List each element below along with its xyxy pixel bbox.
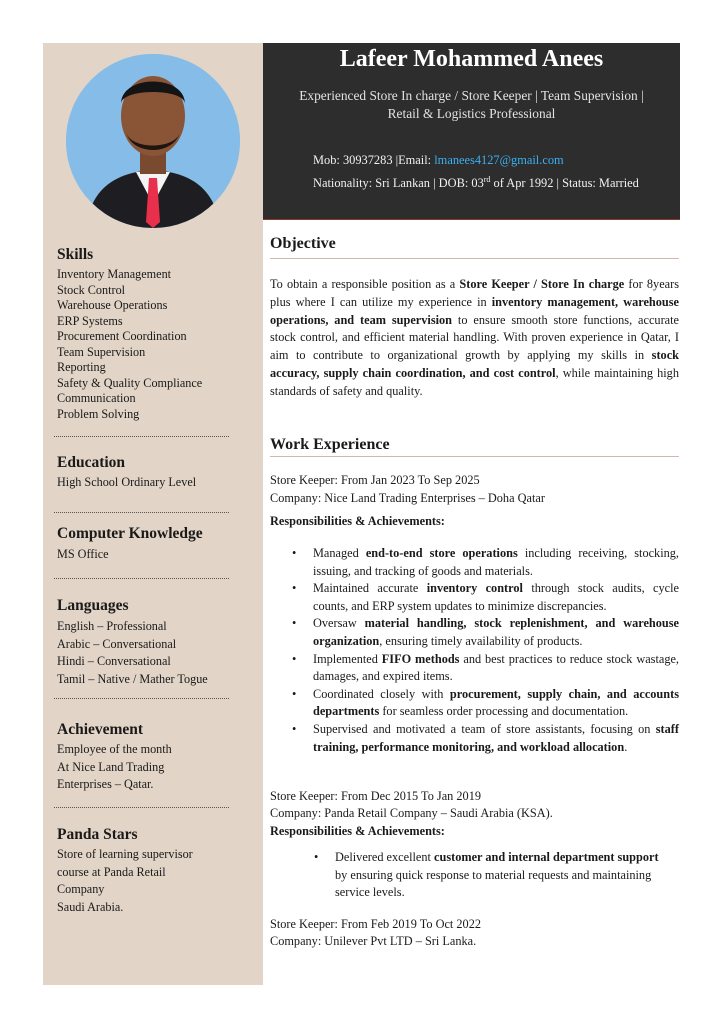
- job-company: Company: Panda Retail Company – Saudi Arabia (KSA).: [270, 806, 553, 820]
- list-item: Safety & Quality Compliance: [57, 375, 203, 390]
- list-item: Arabic – Conversational: [57, 636, 177, 651]
- list-item: Inventory Management: [57, 267, 172, 281]
- job2-bullet-list: [314, 849, 660, 902]
- bullet-icon: •: [292, 721, 297, 736]
- list-item: Problem Solving: [57, 406, 140, 421]
- list-item: • Maintained accurate inventory control through stock audits, cycle counts, and ERP system updates to minimize discrepancies.: [292, 581, 679, 613]
- header-banner: [263, 43, 680, 220]
- list-item: Procurement Coordination: [57, 329, 187, 343]
- section-divider: [54, 698, 229, 699]
- profile-photo: [66, 54, 240, 228]
- job-company: Company: Unilever Pvt LTD – Sri Lanka.: [270, 934, 477, 948]
- computer-knowledge-heading: Computer Knowledge: [57, 525, 203, 542]
- skills-heading: Skills: [57, 246, 94, 263]
- list-item: Company: [57, 882, 105, 896]
- email-link[interactable]: lmanees4127@gmail.com: [434, 153, 564, 167]
- list-item: • Implemented FIFO methods and best practices to reduce stock wastage, damages, and expired items.: [292, 651, 679, 684]
- heading-underline: [270, 456, 679, 457]
- job-title: Store Keeper: From Dec 2015 To Jan 2019: [270, 789, 481, 803]
- section-divider: [54, 807, 229, 808]
- bullet-icon: •: [292, 581, 297, 596]
- objective-text: To obtain a responsible position as a Store Keeper / Store In charge for 8years plus where I can utilize my experience in inventory management, warehouse operations, and team supervision to ensure smooth store functions, accurate stock control, and efficient material handling. With proven experience in Qatar, I aim to contribute to organizational growth by applying my skills in stock accuracy, supply chain coordination, and cost control, while maintaining high standards of safety and quality.: [270, 277, 680, 398]
- list-item: Team Supervision: [57, 344, 146, 359]
- list-item: Stock Control: [57, 282, 126, 297]
- list-item: Store of learning supervisor: [57, 847, 193, 861]
- job-company: Company: Nice Land Trading Enterprises – Doha Qatar: [270, 491, 545, 505]
- heading-underline: [270, 258, 679, 259]
- list-item: course at Panda Retail: [57, 864, 166, 879]
- panda-stars-heading: Panda Stars: [57, 826, 138, 843]
- list-item: Employee of the month: [57, 742, 172, 756]
- education-heading: Education: [57, 454, 126, 471]
- achievement-list: [57, 741, 257, 794]
- contact-info: Mob: 30937283 |Email: lmanees4127@gmail.com Nationality: Sri Lankan | DOB: 03rd of Apr 1992 | Status: Married: [313, 153, 639, 191]
- section-divider: [54, 512, 229, 513]
- languages-heading: Languages: [57, 597, 129, 614]
- list-item: Hindi – Conversational: [57, 654, 171, 668]
- section-divider: [54, 436, 229, 437]
- list-item: English – Professional: [57, 619, 167, 633]
- list-item: Enterprises – Qatar.: [57, 777, 154, 791]
- professional-title: Experienced Store In charge / Store Keeper | Team Supervision | Retail & Logistics Professional: [299, 88, 644, 121]
- section-divider: [54, 578, 229, 579]
- job-title: Store Keeper: From Feb 2019 To Oct 2022: [270, 917, 482, 931]
- list-item: Saudi Arabia.: [57, 899, 124, 914]
- bullet-icon: •: [292, 546, 297, 560]
- panda-stars-list: [57, 846, 257, 916]
- list-item: Communication: [57, 391, 136, 405]
- person-portrait-icon: [66, 54, 240, 228]
- responsibilities-label: Responsibilities & Achievements:: [270, 824, 445, 838]
- education-list: [57, 475, 257, 491]
- list-item: At Nice Land Trading: [57, 759, 165, 774]
- list-item: MS Office: [57, 547, 109, 561]
- list-item: Tamil – Native / Mather Togue: [57, 671, 208, 686]
- achievement-heading: Achievement: [57, 721, 144, 738]
- bullet-icon: •: [292, 651, 297, 666]
- skills-list: [57, 267, 257, 422]
- list-item: High School Ordinary Level: [57, 475, 197, 489]
- list-item: • Delivered excellent customer and internal department support by ensuring quick response to material requests and maintaining service levels.: [314, 850, 659, 900]
- job1-bullet-list: [292, 545, 679, 756]
- responsibilities-label: Responsibilities & Achievements:: [270, 514, 445, 528]
- computer-knowledge-list: [57, 547, 257, 563]
- list-item: Reporting: [57, 360, 106, 374]
- list-item: • Managed end-to-end store operations including receiving, stocking, issuing, and tracking of goods and materials.: [292, 546, 679, 578]
- list-item: • Oversaw material handling, stock replenishment, and warehouse organization, ensuring timely availability of products.: [292, 616, 679, 648]
- job-title: Store Keeper: From Jan 2023 To Sep 2025: [270, 473, 480, 487]
- candidate-name: Lafeer Mohammed Anees: [339, 46, 604, 72]
- list-item: • Coordinated closely with procurement, supply chain, and accounts departments for seamless order processing and documentation.: [292, 686, 679, 719]
- objective-heading: Objective: [270, 235, 336, 252]
- list-item: ERP Systems: [57, 313, 123, 328]
- languages-list: [57, 618, 257, 688]
- bullet-icon: •: [314, 850, 319, 864]
- bullet-icon: •: [292, 686, 297, 701]
- list-item: • Supervised and motivated a team of store assistants, focusing on staff training, performance monitoring, and workload allocation.: [292, 721, 679, 754]
- work-experience-heading: Work Experience: [270, 436, 390, 453]
- bullet-icon: •: [292, 616, 297, 631]
- list-item: Warehouse Operations: [57, 298, 168, 312]
